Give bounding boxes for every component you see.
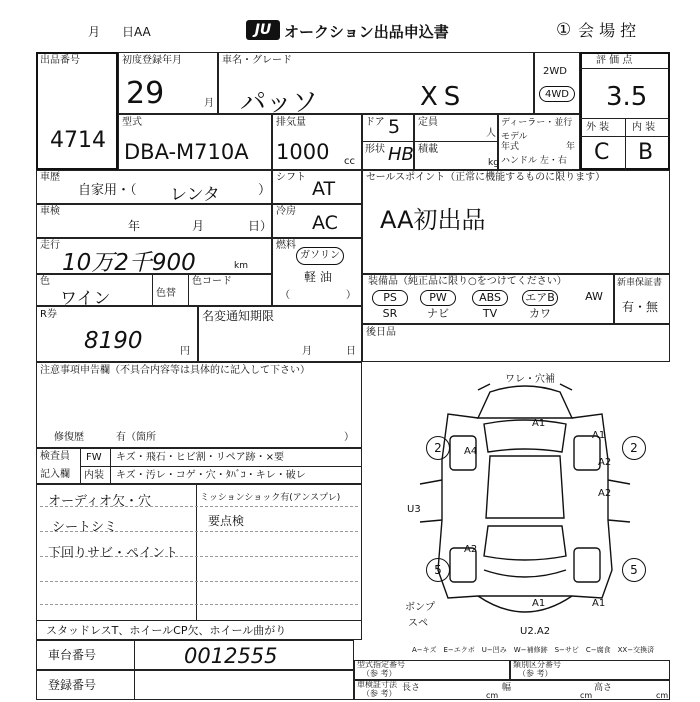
model-value[interactable]: DBA-M710A [124, 140, 249, 164]
history-box [36, 170, 272, 204]
bottom-note[interactable]: スタッドレスT、ホイールCP欠、ホイール曲がり [46, 624, 287, 637]
tire-fr-value: 2 [630, 441, 638, 455]
regnum-label: 登録番号 [48, 678, 97, 692]
tire-rl-value: 5 [434, 563, 442, 577]
car-name-label: 車名・グレード [222, 55, 292, 66]
diagram-a1-bot: A1 [532, 598, 546, 609]
diagram-bumper: ボンプ [405, 602, 435, 613]
shift-label: シフト [276, 172, 306, 183]
tire-circle-rl [426, 558, 450, 582]
drive-4wd-label: 4WD [545, 89, 569, 100]
inspection-day: 日） [248, 219, 273, 233]
note-left-2[interactable]: シートシミ [52, 520, 118, 535]
diagram-u3: U3 [407, 504, 421, 515]
notice-label: 名変通知期限 [202, 309, 275, 323]
evaluation-score[interactable]: 3.5 [606, 82, 648, 112]
inspector-fw: FW [86, 452, 102, 463]
diagram-a4: A4 [464, 446, 478, 457]
form-title: オークション出品申込書 [284, 23, 449, 41]
equipment-item-1-2[interactable]: ABS [472, 290, 508, 306]
load-unit: kg [488, 158, 499, 168]
model-label: 型式 [122, 117, 142, 128]
equipment-label: 装備品（純正品に限り○をつけてください） [368, 276, 567, 287]
car-name[interactable]: パッソ [240, 88, 319, 118]
diagram-a1-top: A1 [532, 418, 546, 429]
sales-point-label: セールスポイント（正常に機能するものに限ります） [366, 172, 606, 183]
class-code-label-1: 類別区分番号 [513, 660, 561, 669]
tire-rr-value: 5 [630, 563, 638, 577]
handle-label: ハンドル 左・右 [501, 156, 567, 166]
warranty-value[interactable]: 有・無 [622, 300, 659, 314]
first-reg-month: 月 [204, 98, 214, 109]
first-reg-label: 初度登録年月 [122, 55, 182, 66]
doors-value[interactable]: 5 [388, 116, 401, 138]
diagram-bumper-2: スペ [408, 618, 428, 629]
repair-value: 有（箇所 [116, 432, 156, 443]
history-value[interactable]: レンタ [170, 185, 220, 205]
shape-value[interactable]: HB [388, 144, 414, 165]
load-label: 積載 [418, 144, 438, 155]
history-text: 自家用・（ [78, 183, 137, 198]
fuel-gasoline-label: ガソリン [300, 250, 340, 261]
post-info-label: 後日品 [366, 327, 396, 338]
color-code-label: 色コード [192, 276, 232, 287]
note-right-2[interactable]: 要点検 [208, 514, 245, 528]
displacement-label: 排気量 [276, 117, 306, 128]
equipment-item-1-0[interactable]: PS [372, 290, 408, 306]
inspection-box [36, 204, 272, 238]
model-year-label: モデル [501, 132, 528, 142]
car-grade[interactable]: XS [420, 82, 467, 112]
equipment-item-2-0[interactable]: SR [382, 307, 398, 320]
warranty-label: 新車保証書 [617, 278, 663, 288]
mileage-unit: km [234, 261, 248, 271]
displacement-value[interactable]: 1000 [276, 140, 330, 164]
evaluation-label: 評 価 点 [596, 55, 633, 66]
class-code-label-2: （参 考） [518, 669, 553, 678]
displacement-unit: cc [344, 156, 355, 167]
cert-length-unit: cm [486, 691, 499, 700]
drive-4wd[interactable] [539, 86, 575, 102]
mileage-value[interactable]: 10万2千900 [62, 250, 196, 276]
model-code-label-1: 型式指定番号 [357, 660, 405, 669]
first-reg-year[interactable]: 29 [126, 76, 165, 111]
repair-label: 修復歴 [54, 432, 84, 443]
shape-label: 形状 [365, 144, 385, 155]
diagram-a1-br: A1 [592, 598, 606, 609]
cert-height: 高さ [594, 683, 613, 693]
equipment-item-2-3[interactable]: カワ [529, 307, 551, 320]
equipment-item-2-1[interactable]: ナビ [427, 307, 449, 320]
fuel-diesel: 軽 油 [304, 270, 332, 284]
note-left-1[interactable]: オーディオ欠・穴 [48, 494, 151, 509]
car-damage-diagram [380, 370, 670, 640]
diagram-crack: ワレ・穴補 [505, 374, 555, 385]
inspector-row-1: キズ・飛石・ヒビ割・リペア跡・×要 [116, 452, 284, 463]
diagram-a2-rt: A2 [598, 457, 612, 468]
inspector-inner: 内装 [84, 470, 104, 481]
note-left-3[interactable]: 下回りサビ・ペイント [48, 546, 179, 561]
note-right-1[interactable]: ミッションショック有(アンスプレ) [200, 493, 341, 503]
sales-point-text[interactable]: AA初出品 [380, 206, 486, 234]
diagram-u2a2: U2.A2 [520, 626, 551, 637]
cert-label-1: 車検証寸法 [357, 680, 397, 689]
interior-grade[interactable]: B [638, 140, 654, 165]
header-month: 月 [88, 25, 101, 39]
ju-logo [246, 20, 280, 40]
drive-2wd: 2WD [543, 66, 567, 77]
drive-box [534, 52, 580, 114]
cert-height-unit: cm [656, 691, 669, 700]
ju-logo-text: JU [254, 22, 272, 38]
fuel-close: ） [346, 290, 356, 301]
cert-width-unit: cm [580, 691, 593, 700]
chassis-value[interactable]: 0012555 [184, 644, 278, 668]
cert-label-2: （参 考） [362, 689, 397, 698]
equipment-item-1-4[interactable]: AW [585, 290, 603, 303]
cert-width: 幅 [502, 683, 512, 693]
year-label: 年式 [501, 142, 520, 152]
mileage-label: 走行 [40, 240, 60, 251]
caution-label: 注意事項申告欄（不具合内容等は具体的に記入して下さい） [40, 365, 310, 376]
damage-legend: A−キズ E−エクボ U−凹み W−補修跡 S−サビ C−腐食 XX−交換済 [412, 646, 655, 654]
exterior-label: 外 装 [586, 122, 610, 133]
inspector-label-1: 検査員 [40, 451, 70, 462]
model-code-label-2: （参 考） [362, 669, 397, 678]
inspection-year: 年 [128, 219, 141, 233]
recycle-value[interactable]: 8190 [84, 328, 143, 354]
color-change-label: 色替 [156, 288, 176, 299]
exterior-grade[interactable]: C [594, 140, 610, 165]
dealer-label: ディーラー・並行 [501, 118, 573, 128]
venue-number: ① [556, 20, 572, 40]
aircon-value[interactable]: AC [312, 212, 338, 234]
shift-value[interactable]: AT [312, 178, 336, 200]
year-unit: 年 [566, 142, 576, 152]
equipment-item-1-3[interactable]: エアB [522, 290, 558, 306]
cert-length: 長さ [402, 683, 421, 693]
notice-day: 日 [346, 346, 356, 357]
color-label: 色 [40, 276, 50, 287]
history-close: ） [258, 183, 272, 198]
header-day-aa: 日AA [122, 25, 151, 39]
inspector-label-2: 記入欄 [40, 469, 70, 480]
fuel-label: 燃料 [276, 240, 296, 251]
lot-number[interactable]: 4714 [50, 128, 106, 153]
tire-circle-fl [426, 436, 450, 460]
recycle-unit: 円 [180, 346, 190, 357]
aircon-label: 冷房 [276, 206, 296, 217]
inspection-month: 月 [192, 219, 205, 233]
equipment-item-2-2[interactable]: TV [482, 307, 498, 320]
repair-close: ） [344, 432, 354, 443]
diagram-a2-rm: A2 [598, 488, 612, 499]
inspection-label: 車検 [40, 206, 60, 217]
doors-label: ドア [365, 117, 385, 128]
tire-fl-value: 2 [434, 441, 442, 455]
fuel-gasoline[interactable] [296, 247, 344, 265]
diagram-a1-tr: A1 [592, 430, 606, 441]
post-info-box [362, 324, 670, 362]
lot-label: 出品番号 [40, 55, 80, 66]
inspector-row-2: キズ・汚レ・コゲ・穴・ﾀﾊﾞｺ・キレ・破レ [116, 470, 306, 481]
notice-month: 月 [302, 346, 312, 357]
history-label: 車歴 [40, 172, 60, 183]
capacity-label: 定員 [418, 117, 438, 128]
diagram-a2-left: A2 [464, 544, 478, 555]
recycle-label: R券 [40, 309, 57, 320]
chassis-label: 車台番号 [48, 648, 97, 662]
color-value[interactable]: ワイン [60, 289, 111, 309]
interior-label: 内 装 [632, 122, 656, 133]
equipment-item-1-1[interactable]: PW [420, 290, 456, 306]
capacity-unit: 人 [486, 128, 496, 139]
fuel-open: （ [280, 290, 290, 301]
tire-circle-rr [622, 558, 646, 582]
venue-label: 会 場 控 [578, 21, 637, 40]
tire-circle-fr [622, 436, 646, 460]
